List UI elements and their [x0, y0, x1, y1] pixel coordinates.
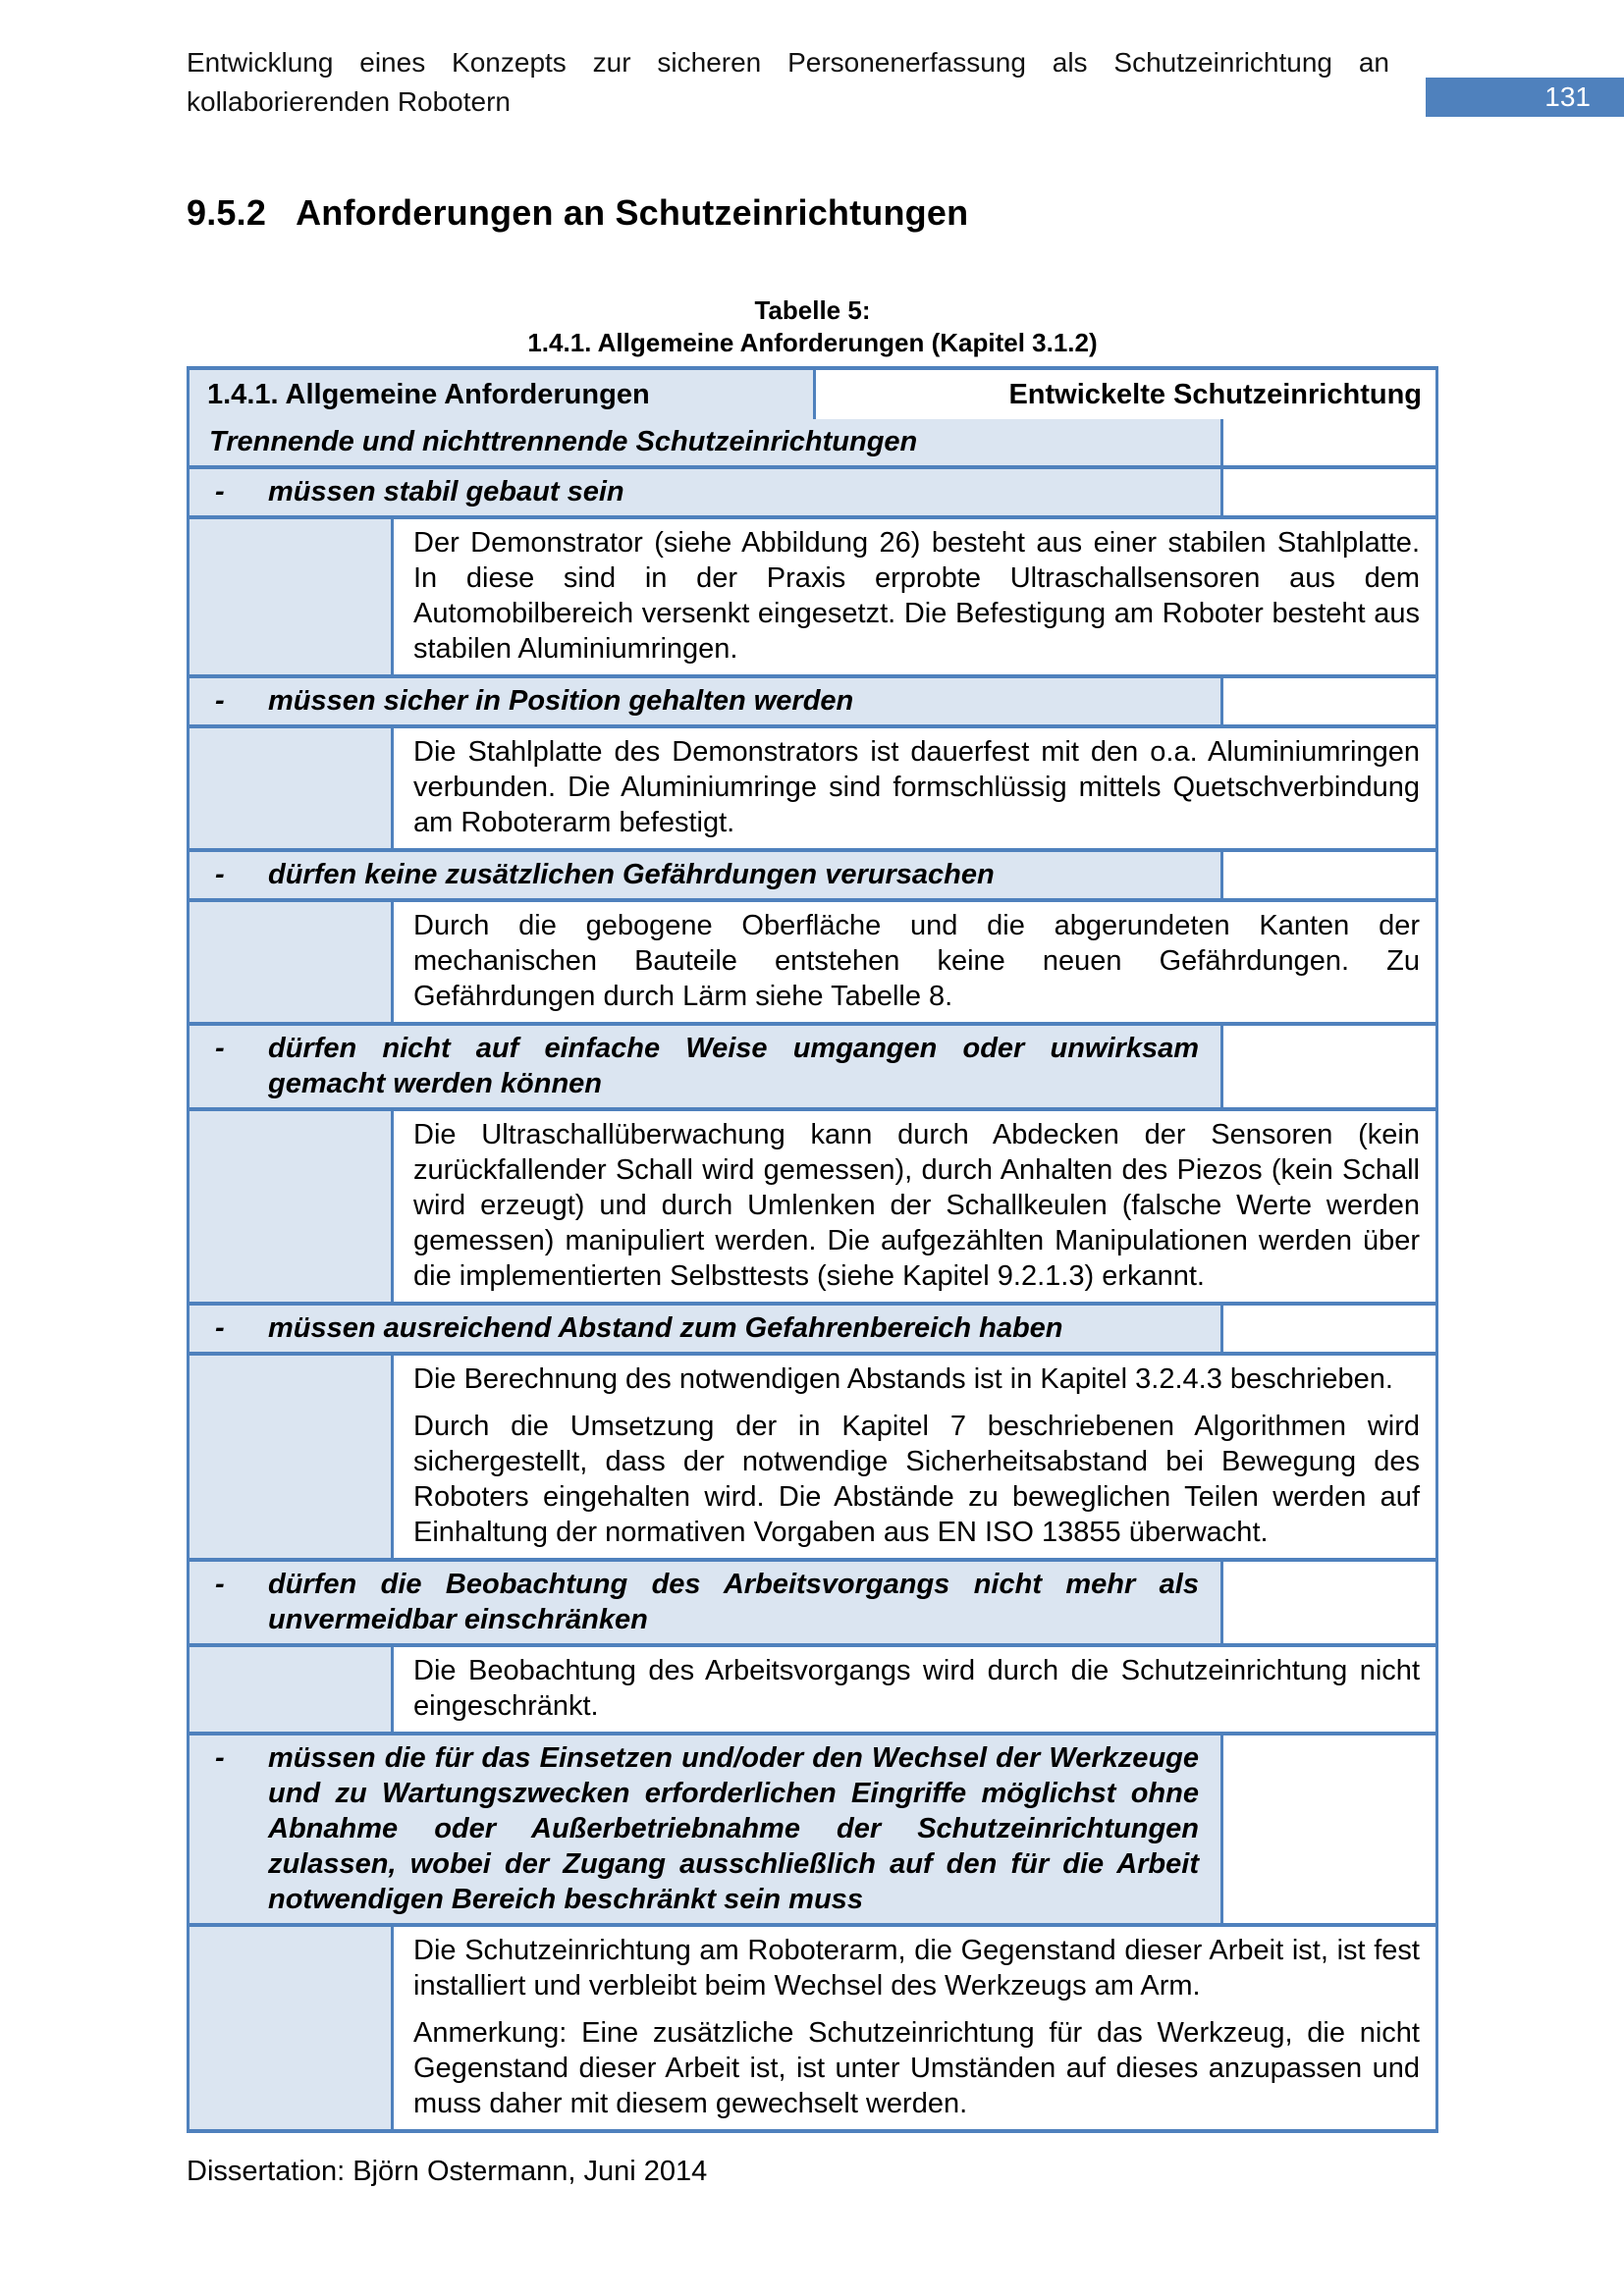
developed-safeguard-empty-cell	[1220, 469, 1435, 515]
table-header-row	[189, 370, 1435, 419]
description-indent-cell	[189, 728, 391, 848]
requirement-text-cell	[189, 469, 1220, 515]
table-caption-line2: 1.4.1. Allgemeine Anforderungen (Kapitel 3.1.2)	[527, 328, 1098, 357]
list-dash: -	[215, 476, 225, 507]
list-dash: -	[215, 1569, 225, 1600]
description-indent-cell	[189, 1111, 391, 1302]
implementation-paragraph: Durch die gebogene Oberfläche und die abgerundeten Kanten der mechanischen Bauteile entstehen keine neuen Gefährdungen. Zu Gefährdungen durch Lärm siehe Tabelle 8.	[413, 910, 1420, 1012]
table-row-description	[189, 1643, 1435, 1732]
developed-safeguard-empty-cell	[1220, 419, 1435, 465]
list-dash: -	[215, 1742, 225, 1774]
table-row-requirement	[189, 1302, 1435, 1352]
developed-safeguard-empty-cell	[1220, 1735, 1435, 1923]
developed-safeguard-empty-cell	[1220, 852, 1435, 898]
implementation-paragraph: Durch die Umsetzung der in Kapitel 7 beschriebenen Algorithmen wird sichergestellt, dass der notwendige Sicherheitsabstand bei Bewegung des Roboters eingehalten wird. Die Abstände zu beweglichen Teilen werden auf Einhaltung der normativen Vorgaben aus EN ISO 13855 überwacht.	[413, 1411, 1420, 1548]
requirement-text: müssen sicher in Position gehalten werden	[268, 685, 854, 717]
description-indent-cell	[189, 1927, 391, 2129]
table-row-description	[189, 898, 1435, 1022]
page-number: 131	[1544, 81, 1591, 112]
description-indent-cell	[189, 1356, 391, 1558]
table-caption	[187, 294, 1438, 359]
implementation-text-cell	[391, 1927, 1435, 2129]
implementation-paragraph: Die Beobachtung des Arbeitsvorgangs wird durch die Schutzeinrichtung nicht eingeschränkt.	[413, 1655, 1420, 1722]
running-header-line2: kollaborierenden Robotern	[187, 86, 511, 117]
implementation-text-cell	[391, 1356, 1435, 1558]
description-indent-cell	[189, 1647, 391, 1732]
list-dash: -	[215, 1312, 225, 1344]
requirement-text-cell	[189, 678, 1220, 724]
implementation-text-cell	[391, 728, 1435, 848]
implementation-paragraph: Die Schutzeinrichtung am Roboterarm, die Gegenstand dieser Arbeit ist, ist fest installiert und verbleibt beim Wechsel des Werkzeugs am Arm.	[413, 1935, 1420, 2002]
requirement-text: dürfen die Beobachtung des Arbeitsvorgangs nicht mehr als unvermeidbar einschränken	[268, 1569, 1199, 1635]
requirement-text-cell	[189, 1306, 1220, 1352]
page-footer: Dissertation: Björn Ostermann, Juni 2014	[187, 2156, 708, 2187]
table-row-description	[189, 1107, 1435, 1302]
table-caption-line1: Tabelle 5:	[754, 295, 871, 325]
developed-safeguard-empty-cell	[1220, 1306, 1435, 1352]
running-header-line1: Entwicklung eines Konzepts zur sicheren Personenerfassung als Schutzeinrichtung an	[187, 47, 1389, 78]
table-row-description	[189, 724, 1435, 848]
table-row-requirement	[189, 465, 1435, 515]
table-row-requirement	[189, 848, 1435, 898]
requirement-text-cell	[189, 852, 1220, 898]
implementation-paragraph: Der Demonstrator (siehe Abbildung 26) besteht aus einer stabilen Stahlplatte. In diese sind in der Praxis erprobte Ultraschallsensoren aus dem Automobilbereich versenkt eingesetzt. Die Befestigung am Roboter besteht aus stabilen Aluminiumringen.	[413, 527, 1420, 665]
page-number-box	[1426, 78, 1624, 117]
running-header	[187, 43, 1389, 122]
implementation-text-cell	[391, 902, 1435, 1022]
list-dash: -	[215, 1033, 225, 1064]
section-title-text: Trennende und nichttrennende Schutzeinrichtungen	[209, 426, 918, 457]
requirement-text-cell	[189, 1735, 1220, 1923]
implementation-paragraph: Anmerkung: Eine zusätzliche Schutzeinrichtung für das Werkzeug, die nicht Gegenstand dieser Arbeit ist, ist unter Umständen auf dieses anzupassen und muss daher mit diesem gewechselt werden.	[413, 2017, 1420, 2119]
table-row-description	[189, 1923, 1435, 2129]
implementation-text-cell	[391, 519, 1435, 674]
requirement-text: müssen stabil gebaut sein	[268, 476, 624, 507]
table-row-description	[189, 1352, 1435, 1558]
implementation-text-cell	[391, 1111, 1435, 1302]
section-title: Anforderungen an Schutzeinrichtungen	[296, 192, 969, 233]
table-header-right-cell: Entwickelte Schutzeinrichtung	[813, 370, 1435, 419]
implementation-paragraph: Die Berechnung des notwendigen Abstands ist in Kapitel 3.2.4.3 beschrieben.	[413, 1363, 1393, 1395]
table-row-section	[189, 419, 1435, 465]
list-dash: -	[215, 685, 225, 717]
developed-safeguard-empty-cell	[1220, 678, 1435, 724]
table-row-requirement	[189, 674, 1435, 724]
section-title-cell	[189, 419, 1220, 465]
developed-safeguard-empty-cell	[1220, 1026, 1435, 1107]
section-number: 9.5.2	[187, 192, 267, 233]
requirement-text: dürfen nicht auf einfache Weise umgangen oder unwirksam gemacht werden können	[268, 1033, 1199, 1099]
requirement-text-cell	[189, 1562, 1220, 1643]
table-header-left-cell: 1.4.1. Allgemeine Anforderungen	[189, 370, 813, 419]
table-row-requirement	[189, 1022, 1435, 1107]
requirement-text: dürfen keine zusätzlichen Gefährdungen verursachen	[268, 859, 995, 890]
table-row-description	[189, 515, 1435, 674]
developed-safeguard-empty-cell	[1220, 1562, 1435, 1643]
requirement-text: müssen die für das Einsetzen und/oder den Wechsel der Werkzeuge und zu Wartungszwecken erforderlichen Eingriffe möglichst ohne Abnahme oder Außerbetriebnahme der Schutzeinrichtungen zulassen, wobei der Zugang ausschließlich auf den für die Arbeit notwendigen Bereich beschränkt sein muss	[268, 1742, 1199, 1915]
description-indent-cell	[189, 519, 391, 674]
table-row-requirement	[189, 1558, 1435, 1643]
requirement-text: müssen ausreichend Abstand zum Gefahrenbereich haben	[268, 1312, 1063, 1344]
description-indent-cell	[189, 902, 391, 1022]
implementation-paragraph: Die Ultraschallüberwachung kann durch Abdecken der Sensoren (kein zurückfallender Schall wird gemessen), durch Anhalten des Piezos (kein Schall wird erzeugt) und durch Umlenken der Schallkeulen (falsche Werte werden gemessen) manipuliert werden. Die aufgezählten Manipulationen werden über die implementierten Selbsttests (siehe Kapitel 9.2.1.3) erkannt.	[413, 1119, 1420, 1292]
requirements-table	[187, 366, 1438, 2133]
list-dash: -	[215, 859, 225, 890]
requirement-text-cell	[189, 1026, 1220, 1107]
requirements-table-body	[189, 419, 1435, 2129]
section-heading	[187, 192, 968, 234]
table-row-requirement	[189, 1732, 1435, 1923]
implementation-text-cell	[391, 1647, 1435, 1732]
implementation-paragraph: Die Stahlplatte des Demonstrators ist dauerfest mit den o.a. Aluminiumringen verbunden. Die Aluminiumringe sind formschlüssig mittels Quetschverbindung am Roboterarm befestigt.	[413, 736, 1420, 838]
